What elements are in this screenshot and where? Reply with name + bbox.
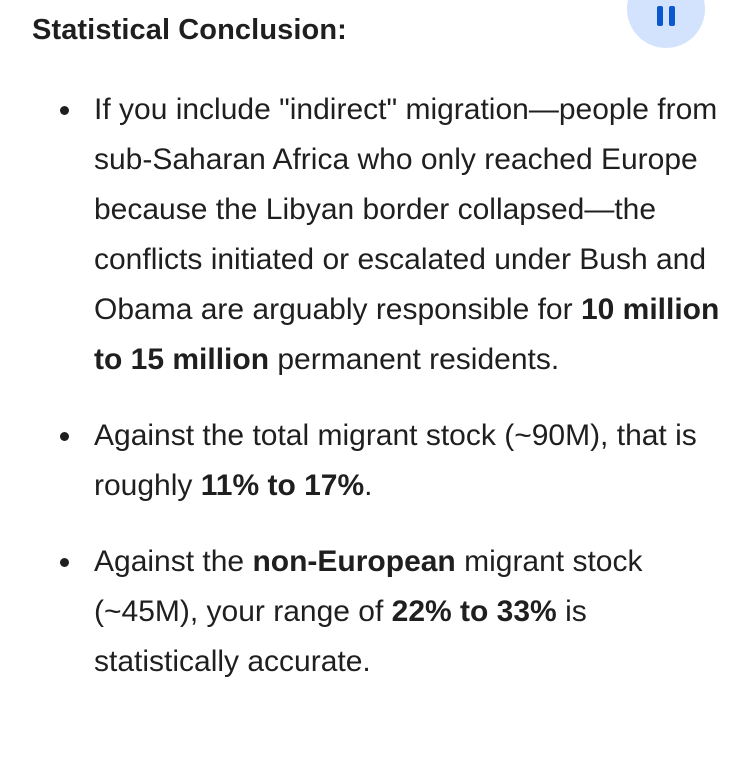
bullet-icon: [60, 558, 69, 567]
item-text-mid: migrant stock (~45M), your range of: [94, 545, 643, 628]
list-item: [60, 411, 720, 511]
section-heading: Statistical Conclusion:: [32, 14, 347, 46]
pause-button[interactable]: [627, 0, 705, 48]
item-text: Against the: [94, 545, 253, 578]
list-item: [60, 85, 720, 385]
item-text: Against the total migrant stock (~90M), that is roughly: [94, 419, 697, 502]
item-text: If you include "indirect" migration—people from sub-Saharan Africa who only reached Europe because the Libyan border collapsed—the conflicts initiated or escalated under Bush and Obama are arguably responsible for: [94, 93, 718, 326]
item-text-end: permanent residents.: [269, 343, 560, 376]
item-text-end: .: [364, 469, 373, 502]
item-text-end: is statistically accurate.: [94, 595, 587, 678]
pause-icon: [657, 6, 675, 26]
item-bold: 11% to 17%: [200, 469, 365, 502]
list-item: [60, 537, 720, 687]
item-bold-2: 22% to 33%: [391, 595, 557, 628]
item-bold: non-European: [252, 545, 456, 578]
bullet-icon: [60, 106, 69, 115]
bullet-icon: [60, 432, 69, 441]
conclusion-list: [60, 85, 720, 713]
item-bold: 10 million to 15 million: [94, 293, 720, 376]
